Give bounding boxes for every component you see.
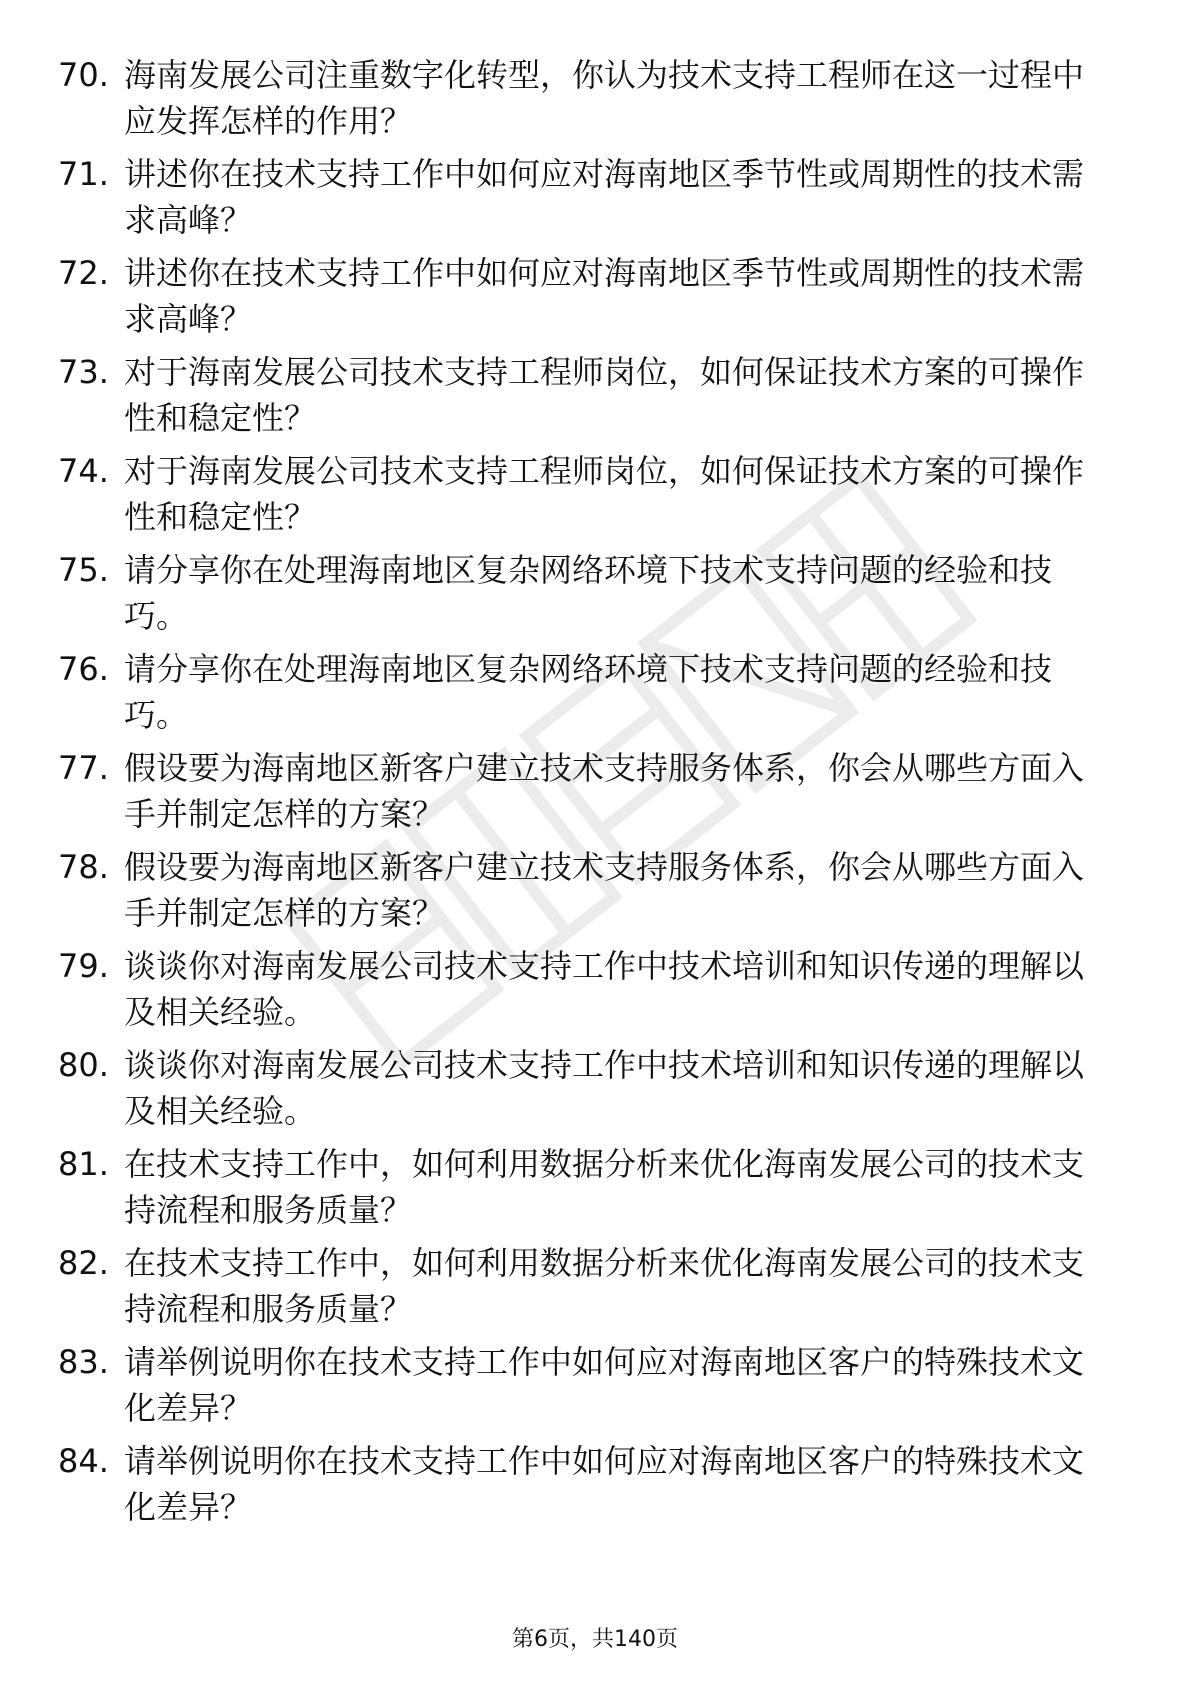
question-number: 80.: [58, 1046, 109, 1084]
question-text: 在技术支持工作中，如何利用数据分析来优化海南发展公司的技术支持流程和服务质量？: [124, 1244, 1085, 1328]
question-text: 请分享你在处理海南地区复杂网络环境下技术支持问题的经验和技巧。: [124, 551, 1053, 635]
question-item: [58, 250, 1118, 342]
question-number: 70.: [58, 56, 109, 94]
question-item: [58, 151, 1118, 243]
question-text: 请举例说明你在技术支持工作中如何应对海南地区客户的特殊技术文化差异？: [124, 1442, 1085, 1526]
question-number: 74.: [58, 452, 109, 490]
question-number: 76.: [58, 650, 109, 688]
question-number: 75.: [58, 551, 109, 589]
question-number: 78.: [58, 848, 109, 886]
question-text: 请分享你在处理海南地区复杂网络环境下技术支持问题的经验和技巧。: [124, 650, 1053, 734]
question-number: 73.: [58, 353, 109, 391]
question-text: 谈谈你对海南发展公司技术支持工作中技术培训和知识传递的理解以及相关经验。: [124, 1046, 1085, 1130]
question-number: 79.: [58, 947, 109, 985]
page-footer: 第6页，共140页: [512, 1627, 678, 1652]
question-item: [58, 844, 1118, 936]
question-text: 对于海南发展公司技术支持工程师岗位，如何保证技术方案的可操作性和稳定性？: [124, 353, 1085, 437]
question-item: [58, 943, 1118, 1035]
question-number: 82.: [58, 1244, 109, 1282]
question-text: 假设要为海南地区新客户建立技术支持服务体系，你会从哪些方面入手并制定怎样的方案？: [124, 749, 1085, 833]
question-text: 讲述你在技术支持工作中如何应对海南地区季节性或周期性的技术需求高峰？: [124, 155, 1085, 239]
question-number: 72.: [58, 254, 109, 292]
question-item: [58, 448, 1118, 540]
question-number: 81.: [58, 1145, 109, 1183]
question-item: [58, 1438, 1118, 1530]
question-text: 在技术支持工作中，如何利用数据分析来优化海南发展公司的技术支持流程和服务质量？: [124, 1145, 1085, 1229]
question-text: 请举例说明你在技术支持工作中如何应对海南地区客户的特殊技术文化差异？: [124, 1343, 1085, 1427]
question-item: [58, 1240, 1118, 1332]
question-text: 海南发展公司注重数字化转型，你认为技术支持工程师在这一过程中应发挥怎样的作用？: [124, 56, 1085, 140]
question-number: 77.: [58, 749, 109, 787]
question-text: 谈谈你对海南发展公司技术支持工作中技术培训和知识传递的理解以及相关经验。: [124, 947, 1085, 1031]
question-text: 讲述你在技术支持工作中如何应对海南地区季节性或周期性的技术需求高峰？: [124, 254, 1085, 338]
question-number: 84.: [58, 1442, 109, 1480]
question-item: [58, 1042, 1118, 1134]
question-item: [58, 349, 1118, 441]
question-number: 83.: [58, 1343, 109, 1381]
question-item: [58, 547, 1118, 639]
question-item: [58, 745, 1118, 837]
question-list: [58, 52, 1118, 1537]
question-number: 71.: [58, 155, 109, 193]
question-item: [58, 1339, 1118, 1431]
question-item: [58, 1141, 1118, 1233]
question-item: [58, 646, 1118, 738]
question-text: 假设要为海南地区新客户建立技术支持服务体系，你会从哪些方面入手并制定怎样的方案？: [124, 848, 1085, 932]
question-item: [58, 52, 1118, 144]
question-text: 对于海南发展公司技术支持工程师岗位，如何保证技术方案的可操作性和稳定性？: [124, 452, 1085, 536]
